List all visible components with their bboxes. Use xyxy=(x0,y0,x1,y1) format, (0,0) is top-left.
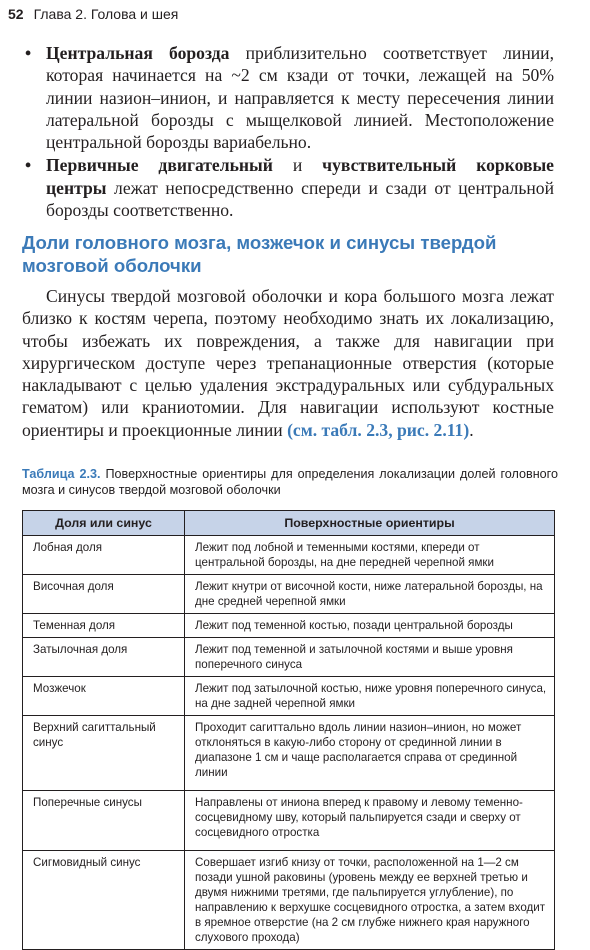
row-landmarks: Проходит сагиттально вдоль линии назион–инион, но может отклоняться в какую-либо сторону от срединной линии в диапазоне 1 см и чаще располагается справа от срединной линии xyxy=(185,716,555,791)
cross-reference-link[interactable]: (см. табл. 2.3, рис. 2.11) xyxy=(287,419,470,440)
table-row xyxy=(23,575,555,614)
table-caption-label: Таблица 2.3. xyxy=(22,467,101,481)
bullet-text: приблизительно соответствует линии, которая начинается на ~2 см кзади от точки, лежащей на 50% линии назион–инион, и направляется к месту пересечения линии латеральной борозды с мыщелковой линией. Местоположение центральной борозды вариабельно. xyxy=(46,43,554,153)
table-header-row xyxy=(23,511,555,536)
table-row xyxy=(23,638,555,677)
row-structure: Сигмовидный синус xyxy=(23,851,185,950)
bullet-item-central-sulcus xyxy=(22,42,554,153)
table-row xyxy=(23,614,555,638)
bullet-term: чувствительный корковые центры xyxy=(46,155,554,198)
table-caption-text: Поверхностные ориентиры для определения локализации долей головного мозга и синусов твердой мозговой оболочки xyxy=(22,467,558,498)
row-structure: Верхний сагиттальный синус xyxy=(23,716,185,791)
table-row xyxy=(23,791,555,851)
row-structure: Поперечные синусы xyxy=(23,791,185,851)
bullet-conjunction: и xyxy=(272,155,323,176)
paragraph-end: . xyxy=(469,419,474,440)
landmarks-table xyxy=(22,510,555,950)
column-header-structure: Доля или синус xyxy=(23,511,185,536)
table-caption xyxy=(22,466,558,499)
row-landmarks: Лежит под теменной и затылочной костями и выше уровня поперечного синуса xyxy=(185,638,555,677)
table-row xyxy=(23,677,555,716)
table-row xyxy=(23,716,555,791)
section-heading: Доли головного мозга, мозжечок и синусы твердой мозговой оболочки xyxy=(22,232,497,276)
row-landmarks: Лежит под теменной костью, позади центральной борозды xyxy=(185,614,555,638)
bullet-term: Центральная борозда xyxy=(46,43,230,63)
row-landmarks: Направлены от иниона вперед к правому и левому теменно-сосцевидному шву, который пальпируется сзади и сверху от сосцевидного отростка xyxy=(185,791,555,851)
bullet-text: лежат непосредственно спереди и сзади от центральной борозды соответственно. xyxy=(46,177,554,221)
row-landmarks: Совершает изгиб книзу от точки, расположенной на 1—2 см позади ушной раковины (уровень между ее верхней третью и двумя нижними третями, где пальпируется углубление), по направлению к верхушке сосцевидного отростка, а затем входит в яремное отверстие (на 2 см глубже нижнего края наружного слухового прохода) xyxy=(185,851,555,950)
row-structure: Затылочная доля xyxy=(23,638,185,677)
row-structure: Мозжечок xyxy=(23,677,185,716)
chapter-title: Глава 2. Голова и шея xyxy=(33,6,179,22)
row-landmarks: Лежит кнутри от височной кости, ниже латеральной борозды, на дне средней черепной ямки xyxy=(185,575,555,614)
row-structure: Височная доля xyxy=(23,575,185,614)
bullet-item-cortical-centers xyxy=(22,154,554,221)
bullet-list xyxy=(22,42,554,222)
row-landmarks: Лежит под затылочной костью, ниже уровня поперечного синуса, на дне задней черепной ямки xyxy=(185,677,555,716)
bullet-dot: • xyxy=(25,155,32,176)
page-number: 52 xyxy=(8,6,24,22)
row-landmarks: Лежит под лобной и теменными костями, кпереди от центральной борозды, на дне передней черепной ямки xyxy=(185,536,555,575)
row-structure: Лобная доля xyxy=(23,536,185,575)
table-row xyxy=(23,536,555,575)
paragraph-text: Синусы твердой мозговой оболочки и кора большого мозга лежат близко к костям черепа, поэтому необходимо знать их локализацию, чтобы избежать их повреждения, а также для навигации при хирургическом доступе через трепанационные отверстия (которые накладывают с целью удаления экстрадуральных или субдуральных гематом) или краниотомии. Для навигации используют костные ориентиры и проекционные линии xyxy=(22,286,554,440)
column-header-landmarks: Поверхностные ориентиры xyxy=(185,511,555,536)
running-header xyxy=(8,4,178,24)
bullet-term: Первичные двигательный xyxy=(46,155,273,176)
bullet-dot: • xyxy=(25,43,32,63)
row-structure: Теменная доля xyxy=(23,614,185,638)
body-paragraph xyxy=(22,285,554,441)
